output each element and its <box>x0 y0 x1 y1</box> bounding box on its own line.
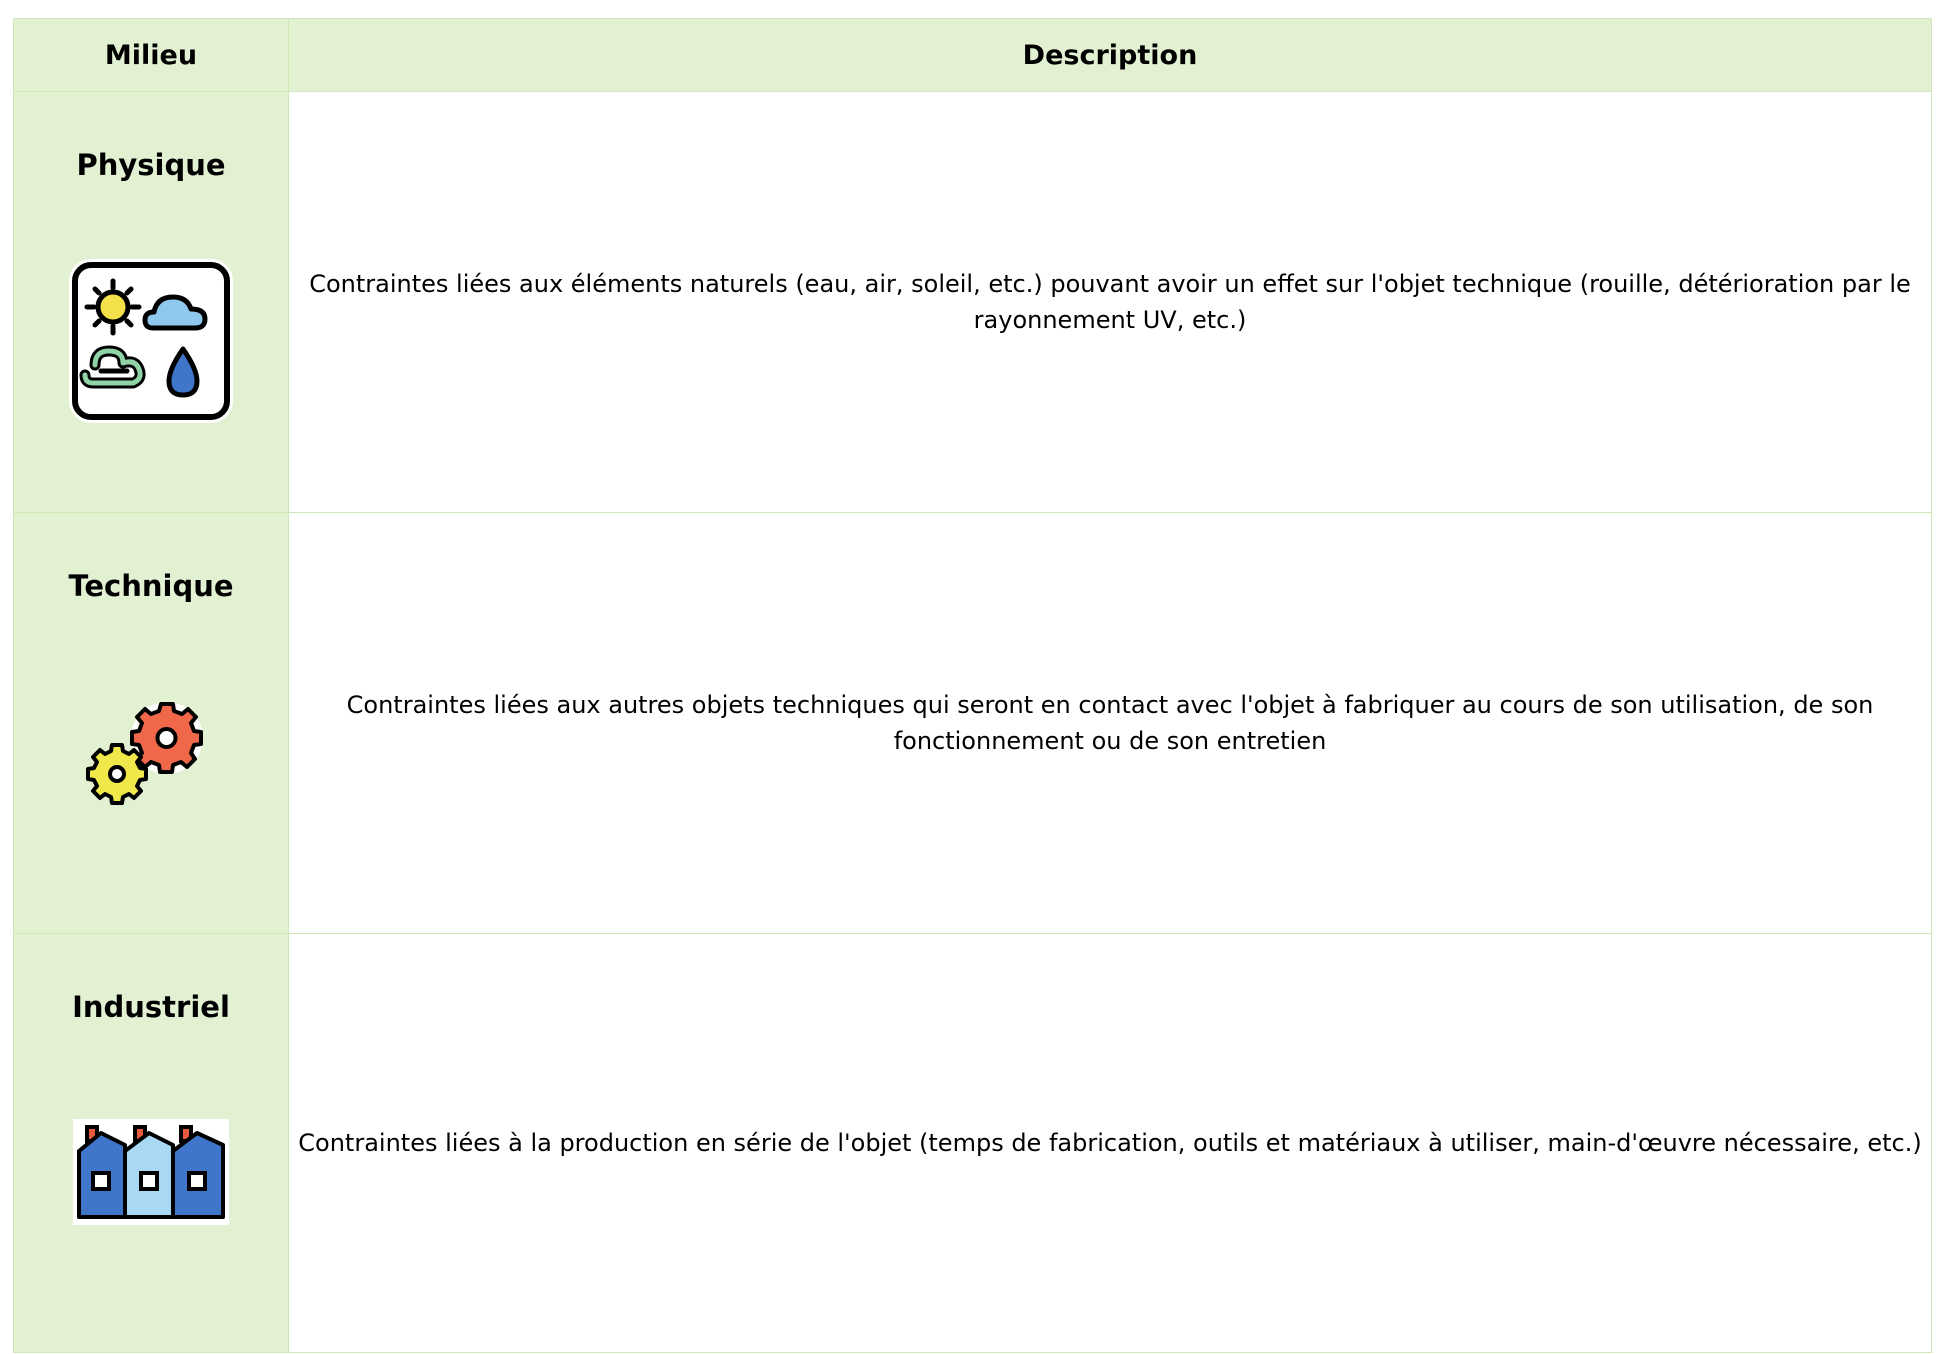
table-row <box>14 513 1932 934</box>
description-cell: Contraintes liées aux autres objets techniques qui seront en contact avec l'objet à fabriquer au cours de son utilisation, de son fonctionnement ou de son entretien <box>289 513 1932 934</box>
table-header-row <box>14 19 1932 92</box>
header-milieu: Milieu <box>14 19 289 92</box>
milieu-cell-technique <box>14 513 289 934</box>
factory-icon <box>71 1117 231 1227</box>
table-row <box>14 92 1932 513</box>
milieu-cell-industriel <box>14 934 289 1353</box>
milieu-table <box>13 18 1932 1353</box>
milieu-cell-physique <box>14 92 289 513</box>
gears-icon <box>81 696 221 816</box>
header-description: Description <box>289 19 1932 92</box>
description-cell: Contraintes liées à la production en série de l'objet (temps de fabrication, outils et matériaux à utiliser, main-d'œuvre nécessaire, etc.) <box>289 934 1932 1353</box>
milieu-name: Technique <box>68 569 234 603</box>
description-cell: Contraintes liées aux éléments naturels (eau, air, soleil, etc.) pouvant avoir un effet sur l'objet technique (rouille, détérioration par le rayonnement UV, etc.) <box>289 92 1932 513</box>
weather-elements-icon <box>65 255 237 427</box>
milieu-name: Physique <box>76 148 226 182</box>
milieu-name: Industriel <box>72 990 230 1024</box>
table-row <box>14 934 1932 1353</box>
